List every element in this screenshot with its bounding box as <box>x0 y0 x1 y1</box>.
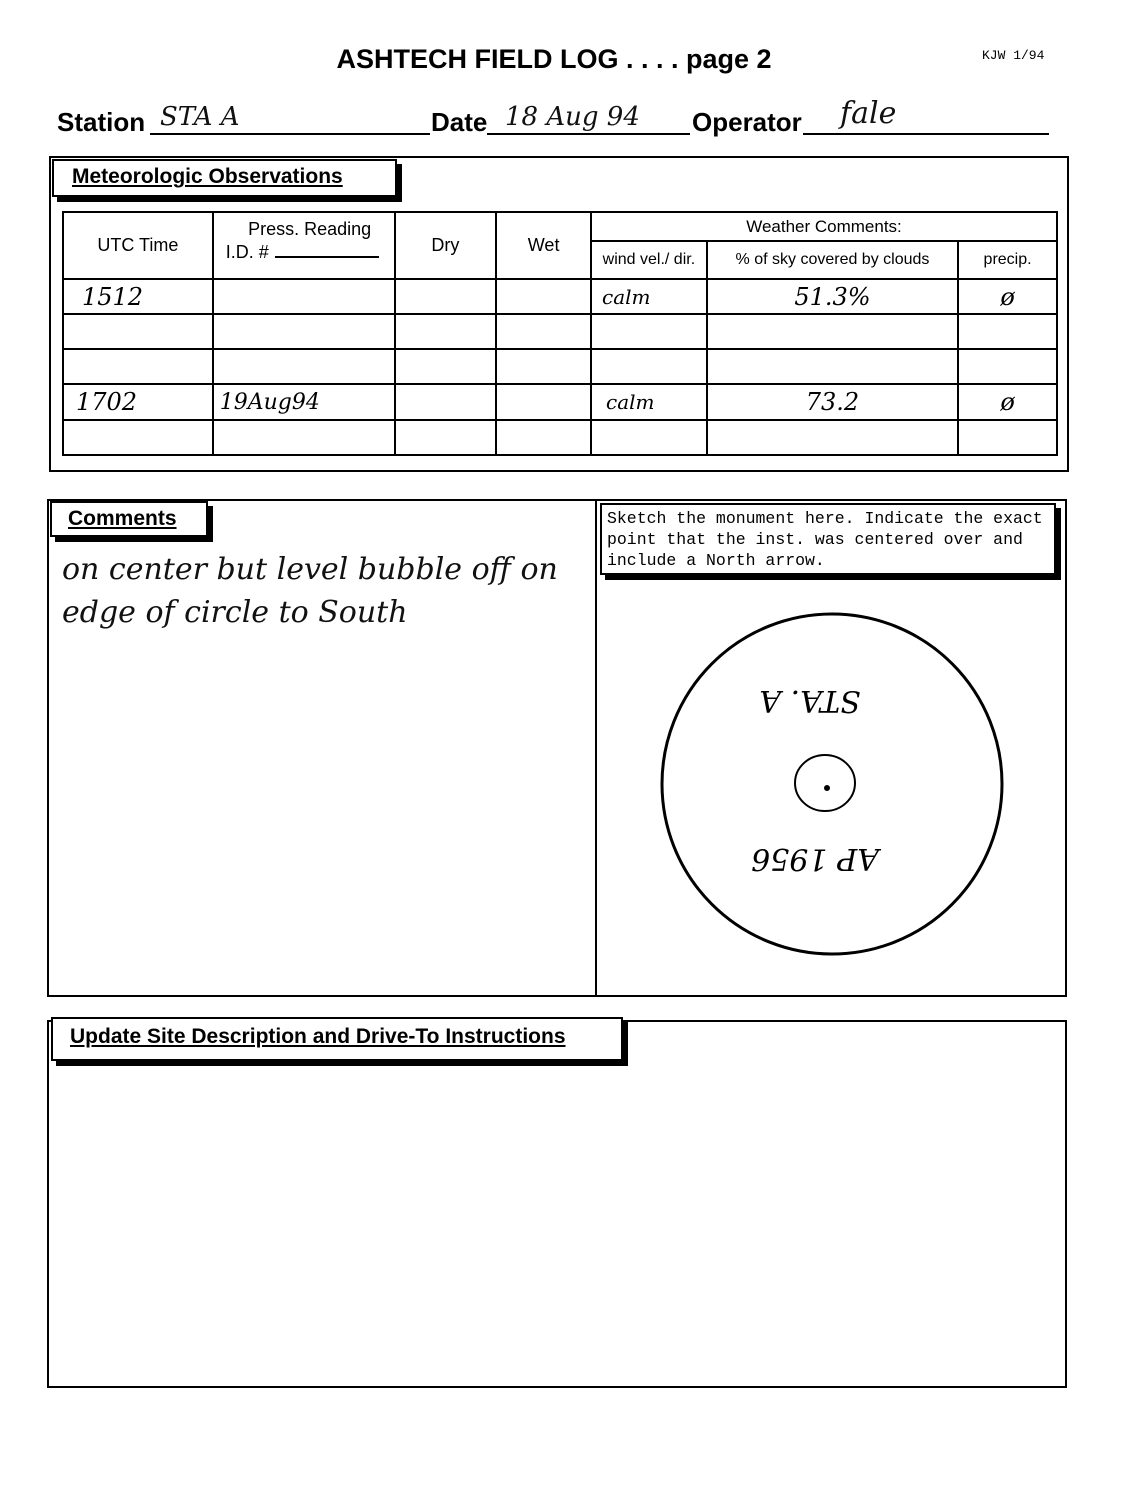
cell-dry[interactable] <box>395 314 497 349</box>
press-id-blank <box>275 256 379 258</box>
date-label: Date <box>431 107 488 137</box>
col-precip: precip. <box>958 241 1057 279</box>
date-value[interactable]: 18 Aug 94 <box>505 102 640 132</box>
cell-utc[interactable]: 1702 <box>63 384 213 420</box>
page-title: ASHTECH FIELD LOG . . . . page 2 <box>336 44 772 74</box>
cell-dry[interactable] <box>395 349 497 384</box>
cell-wind[interactable]: calm <box>591 279 707 314</box>
cell-utc[interactable] <box>63 420 213 455</box>
table-row <box>63 279 1057 314</box>
center-mark-ring <box>795 755 855 811</box>
center-point <box>824 785 830 791</box>
cell-precip[interactable]: ø <box>958 384 1057 420</box>
cell-utc[interactable] <box>63 314 213 349</box>
cell-wet[interactable] <box>496 314 591 349</box>
operator-label: Operator <box>692 107 802 137</box>
meteorologic-table <box>62 211 1058 456</box>
table-row <box>63 384 1057 420</box>
col-wind: wind vel./ dir. <box>591 241 707 279</box>
press-reading-label: Press. Reading <box>248 219 372 239</box>
cell-wind[interactable] <box>591 349 707 384</box>
col-dry: Dry <box>395 212 497 279</box>
operator-value[interactable]: fale <box>840 96 897 131</box>
cell-press[interactable] <box>213 314 395 349</box>
press-id-label: I.D. # <box>225 242 269 262</box>
cell-sky[interactable]: 51.3% <box>707 279 958 314</box>
table-row <box>63 420 1057 455</box>
cell-dry[interactable] <box>395 420 497 455</box>
cell-wet[interactable] <box>496 349 591 384</box>
cell-wind[interactable] <box>591 420 707 455</box>
cell-wind[interactable]: calm <box>591 384 707 420</box>
update-site-frame <box>47 1020 1067 1388</box>
cell-press[interactable] <box>213 279 395 314</box>
sketch-instructions: Sketch the monument here. Indicate the exact point that the inst. was centered over and include a North arrow. <box>600 503 1056 575</box>
cell-sky[interactable] <box>707 420 958 455</box>
table-row <box>63 314 1057 349</box>
date-underline <box>487 133 690 135</box>
cell-dry[interactable] <box>395 384 497 420</box>
col-sky: % of sky covered by clouds <box>707 241 958 279</box>
cell-precip[interactable] <box>958 349 1057 384</box>
cell-press[interactable] <box>213 349 395 384</box>
comments-divider <box>595 499 597 997</box>
form-code: KJW 1/94 <box>982 48 1045 63</box>
cell-utc[interactable]: 1512 <box>63 279 213 314</box>
col-weather-comments: Weather Comments: <box>591 212 1057 241</box>
comments-title: Comments <box>50 501 208 537</box>
cell-utc[interactable] <box>63 349 213 384</box>
cell-precip[interactable]: ø <box>958 279 1057 314</box>
cell-wind[interactable] <box>591 314 707 349</box>
cell-sky[interactable]: 73.2 <box>707 384 958 420</box>
cell-precip[interactable] <box>958 314 1057 349</box>
operator-underline <box>803 133 1049 135</box>
cell-precip[interactable] <box>958 420 1057 455</box>
monument-circle <box>662 614 1002 954</box>
monument-bottom-label: AP 1956 <box>751 841 879 876</box>
monument-top-label: STA. A <box>759 683 861 718</box>
cell-press[interactable] <box>213 420 395 455</box>
cell-press[interactable]: 19Aug94 <box>213 384 395 420</box>
col-press-reading <box>213 212 395 279</box>
station-underline <box>150 133 430 135</box>
comments-text[interactable]: on center but level bubble off on edge of circle to South <box>62 552 558 630</box>
cell-sky[interactable] <box>707 314 958 349</box>
cell-sky[interactable] <box>707 349 958 384</box>
cell-wet[interactable] <box>496 384 591 420</box>
col-utc-time: UTC Time <box>63 212 213 279</box>
cell-dry[interactable] <box>395 279 497 314</box>
meteorologic-title: Meteorologic Observations <box>52 159 397 197</box>
station-label: Station <box>57 107 146 137</box>
cell-wet[interactable] <box>496 420 591 455</box>
col-wet: Wet <box>496 212 591 279</box>
station-value[interactable]: STA A <box>160 102 240 132</box>
table-row <box>63 349 1057 384</box>
monument-sketch <box>660 612 1005 957</box>
cell-wet[interactable] <box>496 279 591 314</box>
update-site-title: Update Site Description and Drive-To Instructions <box>51 1017 623 1061</box>
